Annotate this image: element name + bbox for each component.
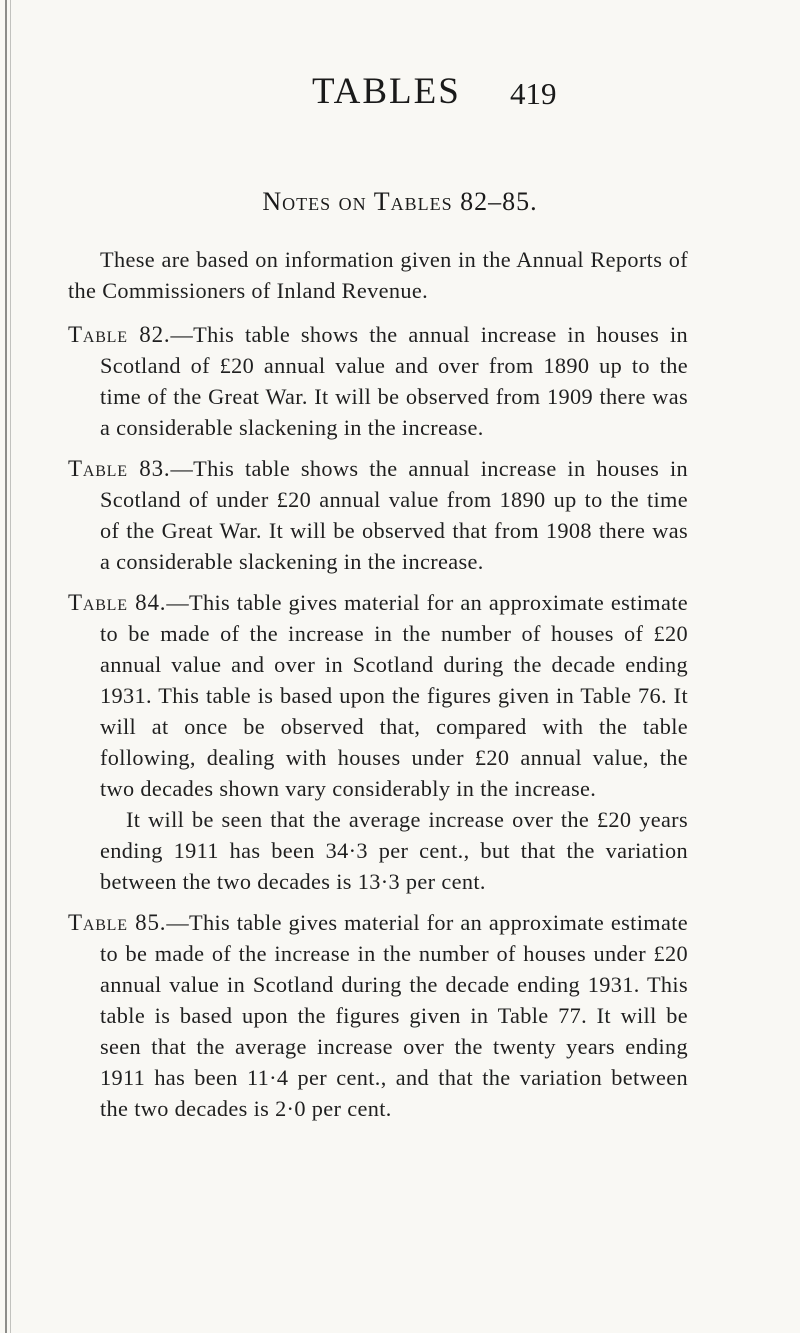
note-table-84 xyxy=(68,587,688,804)
note-label: Table 82. xyxy=(68,322,171,347)
running-title: TABLES xyxy=(312,71,461,112)
note-label: Table 84. xyxy=(68,590,167,615)
section-heading xyxy=(0,187,800,217)
note-label: Table 85. xyxy=(68,910,167,935)
note-text: —This table shows the annual increase in houses in Scotland of £20 annual value and over from 1890 up to the time of the Great War. It will be observed from 1909 there was a considerable slackening in the increase. xyxy=(100,322,689,440)
note-label: Table 83. xyxy=(68,456,171,481)
notes-body xyxy=(68,244,688,1134)
note-table-82 xyxy=(68,319,688,443)
page-number: 419 xyxy=(510,76,557,111)
note-text: —This table gives material for an approximate estimate to be made of the increase in the number of houses under £20 annual value in Scotland during the decade ending 1931. This table is based upon the figures given in Table 77. It will be seen that the average increase over the twenty years ending 1911 has been 11·4 per cent., and that the variation between the two decades is 2·0 per cent. xyxy=(100,910,688,1121)
note-text: —This table gives material for an approximate estimate to be made of the increase in the number of houses of £20 annual value and over in Scotland during the decade ending 1931. This table is based upon the figures given in Table 76. It will at once be observed that, compared with the table following, dealing with houses under £20 annual value, the two decades shown vary considerably in the increase. xyxy=(100,590,688,801)
note-table-85 xyxy=(68,907,688,1124)
note-table-84-continuation: It will be seen that the average increase over the £20 years ending 1911 has been 34·3 per cent., but that the variation between the two decades is 13·3 per cent. xyxy=(100,807,688,894)
note-text: —This table shows the annual increase in houses in Scotland of under £20 annual value from 1890 up to the time of the Great War. It will be observed that from 1908 there was a considerable slackening in the increase. xyxy=(100,456,689,574)
section-heading-text: Notes on Tables 82–85. xyxy=(262,187,538,216)
intro-paragraph: These are based on information given in the Annual Reports of the Commissioners of Inland Revenue. xyxy=(68,247,688,303)
note-table-83 xyxy=(68,453,688,577)
